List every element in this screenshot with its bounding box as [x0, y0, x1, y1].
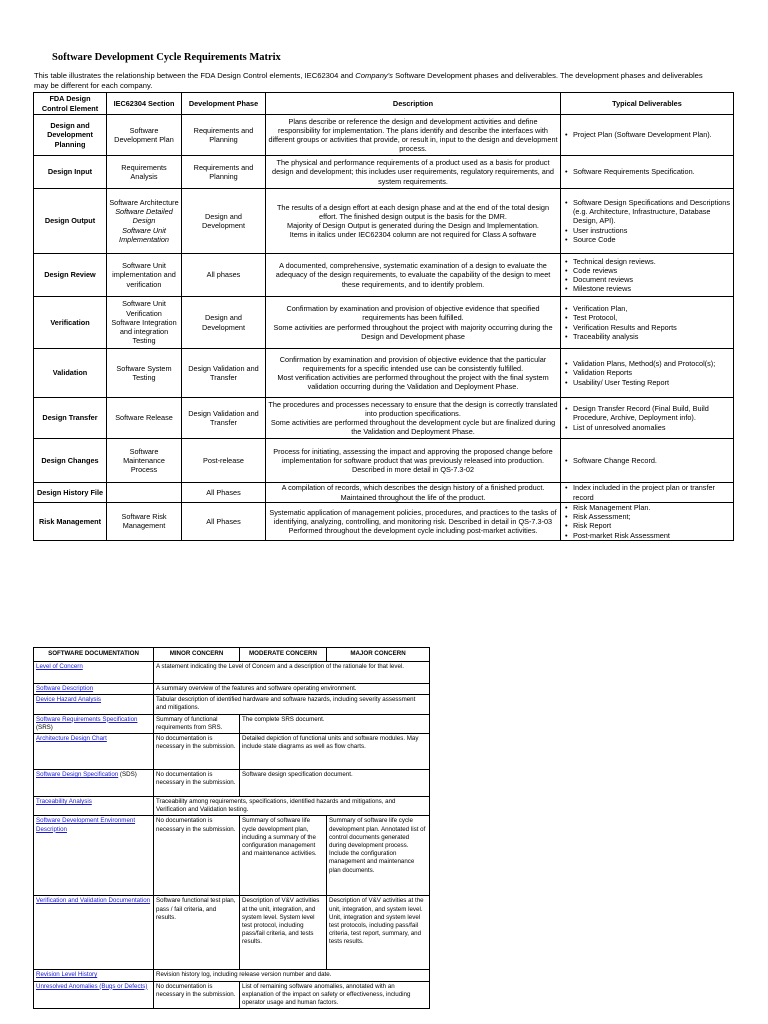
- development-phase-cell: Design and Development: [182, 297, 266, 349]
- doc-name-cell: [34, 816, 154, 896]
- matrix-row: [34, 398, 734, 439]
- deliverables-list: [564, 503, 731, 540]
- matrix-row: [34, 297, 734, 349]
- description-line: Maintained throughout the life of the product.: [340, 492, 486, 502]
- doc-header-major: MAJOR CONCERN: [327, 648, 430, 662]
- doc-all-concern-cell: Traceability among requirements, specifications, identified hazards and mitigations, and Verification and Validation testing.: [154, 797, 430, 816]
- matrix-header-element: FDA Design Control Element: [34, 93, 107, 115]
- iec-section-cell: [107, 398, 182, 439]
- doc-header-minor: MINOR CONCERN: [154, 648, 240, 662]
- doc-row: [34, 970, 430, 981]
- deliverables-cell: [561, 349, 734, 398]
- doc-row: [34, 816, 430, 896]
- deliverables-list: [564, 304, 731, 341]
- fda-element-cell: Design Input: [34, 156, 107, 189]
- development-phase-cell: Post-release: [182, 439, 266, 483]
- description-line: Some activities are performed throughout the development cycle but are finalized during the Validation and Deployment Phase.: [270, 418, 556, 437]
- fda-element-cell: Design Transfer: [34, 398, 107, 439]
- iec-section-cell: [107, 115, 182, 156]
- iec-section-line: Software Unit implementation and verification: [112, 261, 176, 289]
- iec-section-cell: [107, 503, 182, 541]
- development-phase-cell: Requirements and Planning: [182, 115, 266, 156]
- matrix-row: [34, 254, 734, 297]
- deliverable-item: • Verification Plan,: [573, 304, 731, 313]
- development-phase-cell: Design Validation and Transfer: [182, 349, 266, 398]
- matrix-row: [34, 115, 734, 156]
- intro-text-a: This table illustrates the relationship between the FDA Design Control elements, IEC62304 and: [34, 71, 356, 80]
- deliverables-list: [564, 198, 731, 244]
- description-line: The results of a design effort at each design phase and at the end of the total design effort. The finished design output is the basis for the DMR.: [276, 202, 550, 221]
- doc-name-link[interactable]: Revision Level History: [36, 971, 98, 979]
- doc-concern-cell: Summary of software life cycle development plan, including a summary of the configuration management and maintenance activities.: [240, 816, 327, 896]
- deliverable-item: • Risk Management Plan.: [573, 503, 731, 512]
- deliverable-item: • Traceability analysis: [573, 332, 731, 341]
- doc-row: [34, 896, 430, 970]
- doc-concern-cell: Software functional test plan, pass / fail criteria, and results.: [154, 896, 240, 970]
- development-phase-cell: Design and Development: [182, 189, 266, 254]
- doc-all-concern-cell: A statement indicating the Level of Concern and a description of the rationale for that level.: [154, 662, 430, 684]
- doc-name-cell: [34, 684, 154, 695]
- development-phase-cell: Design Validation and Transfer: [182, 398, 266, 439]
- deliverable-item: • Post-market Risk Assessment: [573, 531, 731, 540]
- description-cell: [266, 156, 561, 189]
- doc-row: [34, 797, 430, 816]
- description-cell: [266, 483, 561, 503]
- iec-section-line: Software System Testing: [116, 363, 172, 382]
- fda-element-cell: Validation: [34, 349, 107, 398]
- deliverable-item: • Validation Plans, Method(s) and Protocol(s);: [573, 359, 731, 368]
- matrix-row: [34, 156, 734, 189]
- matrix-row: [34, 503, 734, 541]
- fda-element-cell: Design and Development Planning: [34, 115, 107, 156]
- deliverable-item: • User instructions: [573, 226, 731, 235]
- matrix-row: [34, 483, 734, 503]
- doc-name-link[interactable]: Software Development Environment Description: [36, 817, 136, 833]
- intro-company: Company's: [355, 71, 393, 80]
- deliverable-item: • Verification Results and Reports: [573, 323, 731, 332]
- description-line: Plans describe or reference the design and development activities and define responsibility for implementation. The plans identify and describe the interfaces with different groups or activities that provide, or result in, input to the design and development process.: [268, 116, 558, 154]
- doc-name-link[interactable]: Traceability Analysis: [36, 798, 92, 806]
- description-line: A compilation of records, which describes the design history of a finished product.: [281, 483, 545, 493]
- doc-name-cell: [34, 970, 154, 981]
- description-line: Process for initiating, assessing the impact and approving the proposed change before implementation for software product that was previously released into production.: [273, 446, 553, 465]
- description-cell: [266, 115, 561, 156]
- doc-row: [34, 734, 430, 770]
- deliverable-item: • Milestone reviews: [573, 284, 731, 293]
- description-line: Items in italics under IEC62304 column are not required for Class A software: [289, 230, 537, 240]
- matrix-row: [34, 349, 734, 398]
- description-line: A documented, comprehensive, systematic examination of a design to evaluate the adequacy of the design requirements, to evaluate the capability of the design to meet these requirements, and to identify problem.: [275, 261, 551, 289]
- development-phase-cell: All Phases: [182, 483, 266, 503]
- deliverable-item: • Validation Reports: [573, 368, 731, 377]
- doc-row: [34, 981, 430, 1009]
- deliverables-cell: [561, 115, 734, 156]
- deliverables-list: [564, 257, 731, 294]
- deliverables-cell: [561, 156, 734, 189]
- doc-name-link[interactable]: Device Hazard Analysis: [36, 696, 101, 704]
- deliverables-cell: [561, 439, 734, 483]
- doc-header-row: [34, 648, 430, 662]
- deliverable-item: • Project Plan (Software Development Plan).: [573, 130, 731, 139]
- iec-section-line: Software Integration and integration Testing: [111, 317, 177, 346]
- doc-name-cell: [34, 797, 154, 816]
- description-cell: [266, 254, 561, 297]
- doc-name-link[interactable]: Software Description: [36, 685, 94, 692]
- doc-concern-cell: No documentation is necessary in the submission.: [154, 770, 240, 797]
- doc-all-concern-cell: Revision history log, including release version number and date.: [154, 970, 430, 981]
- deliverable-item: • Source Code: [573, 235, 731, 244]
- iec-section-line: Software Maintenance Process: [123, 446, 165, 475]
- doc-row: [34, 714, 430, 733]
- deliverable-item: • Software Requirements Specification.: [573, 167, 731, 176]
- deliverable-item: • Technical design reviews.: [573, 257, 731, 266]
- deliverable-item: • Usability/ User Testing Report: [573, 378, 731, 387]
- intro-paragraph: [34, 71, 714, 92]
- matrix-header-description: Description: [266, 93, 561, 115]
- doc-name-suffix: (SRS): [36, 723, 53, 731]
- doc-concern-cell: No documentation is necessary in the submission.: [154, 981, 240, 1009]
- matrix-row: [34, 439, 734, 483]
- doc-all-concern-cell: Tabular description of identified hardware and software hazards, including severity assessment and mitigations.: [154, 695, 430, 714]
- fda-element-cell: Verification: [34, 297, 107, 349]
- matrix-row: [34, 189, 734, 254]
- deliverables-cell: [561, 254, 734, 297]
- doc-row: [34, 684, 430, 695]
- fda-element-cell: Risk Management: [34, 503, 107, 541]
- doc-name-cell: [34, 896, 154, 970]
- doc-name-link[interactable]: Architecture Design Chart: [36, 735, 107, 743]
- deliverables-list: [564, 456, 731, 465]
- description-cell: [266, 189, 561, 254]
- deliverables-cell: [561, 483, 734, 503]
- deliverables-list: [564, 359, 731, 387]
- deliverables-list: [564, 483, 731, 501]
- development-phase-cell: All Phases: [182, 503, 266, 541]
- doc-row: [34, 770, 430, 797]
- iec-section-italic-line: Software Detailed Design: [115, 207, 173, 226]
- doc-name-cell: [34, 662, 154, 684]
- doc-header-moderate: MODERATE CONCERN: [240, 648, 327, 662]
- deliverables-list: [564, 130, 731, 139]
- doc-name-link[interactable]: Software Requirements Specification: [36, 715, 138, 723]
- doc-row: [34, 662, 430, 684]
- fda-element-cell: Design Output: [34, 189, 107, 254]
- description-cell: [266, 297, 561, 349]
- software-documentation-table: [33, 647, 430, 1009]
- iec-section-cell: [107, 349, 182, 398]
- doc-name-link[interactable]: Software Design Specification: [36, 771, 119, 779]
- description-cell: [266, 398, 561, 439]
- deliverable-item: • Risk Assessment;: [573, 512, 731, 521]
- deliverable-item: • Document reviews: [573, 275, 731, 284]
- iec-section-line: Software Architecture: [109, 197, 179, 207]
- deliverables-list: [564, 404, 731, 432]
- fda-element-cell: Design Changes: [34, 439, 107, 483]
- doc-name-cell: [34, 714, 154, 733]
- doc-concern-cell: Detailed depiction of functional units and software modules. May include state diagrams as well as flow charts.: [240, 734, 430, 770]
- deliverables-cell: [561, 189, 734, 254]
- doc-concern-cell: Summary of functional requirements from SRS.: [154, 714, 240, 733]
- iec-section-cell: [107, 156, 182, 189]
- doc-concern-cell: Description of V&V activities at the unit, integration, and system level. Unit, integration and system level test protocols, including pass/fail criteria, test report, summary, and tests results.: [327, 896, 430, 970]
- description-cell: [266, 439, 561, 483]
- iec-section-line: Software Development Plan: [114, 125, 174, 144]
- description-line: Confirmation by examination and provision of objective evidence that specified requirements has been fulfilled.: [286, 304, 540, 323]
- deliverable-item: • Test Protocol,: [573, 313, 731, 322]
- iec-section-line: Software Unit Verification: [122, 299, 166, 318]
- deliverable-item: • Design Transfer Record (Final Build, Build Procedure, Archive, Deployment info).: [573, 404, 731, 422]
- document-title: Software Development Cycle Requirements Matrix: [52, 52, 281, 63]
- doc-row: [34, 695, 430, 714]
- intro-text-b: Software Development phases and deliverables. The development phases and deliverables may be different for each company.: [34, 71, 703, 91]
- fda-element-cell: Design Review: [34, 254, 107, 297]
- iec-section-cell: [107, 189, 182, 254]
- doc-header-documentation: SOFTWARE DOCUMENTATION: [34, 648, 154, 662]
- iec-section-line: Requirements Analysis: [121, 162, 167, 181]
- iec-section-cell: [107, 297, 182, 349]
- iec-section-italic-line: Software Unit Implementation: [119, 225, 169, 244]
- doc-name-link[interactable]: Unresolved Anomalies (Bugs or Defects): [36, 982, 148, 990]
- matrix-header-section: IEC62304 Section: [107, 93, 182, 115]
- doc-concern-cell: Summary of software life cycle development plan. Annotated list of control documents generated during development process. Include the configuration management and maintenance plan documents.: [327, 816, 430, 896]
- description-line: The physical and performance requirements of a product used as a basis for product design and development; this includes user requirements, regulatory requirements, and system requirements.: [272, 158, 554, 186]
- doc-name-link[interactable]: Verification and Validation Documentation: [36, 897, 151, 905]
- deliverables-list: [564, 167, 731, 176]
- description-line: Majority of Design Output is generated during the Design and Implementation.: [287, 221, 539, 230]
- fda-element-cell: Design History File: [34, 483, 107, 503]
- deliverable-item: • List of unresolved anomalies: [573, 423, 731, 432]
- iec-section-cell: [107, 439, 182, 483]
- doc-concern-cell: No documentation is necessary in the submission.: [154, 734, 240, 770]
- description-line: The procedures and processes necessary to ensure that the design is correctly translated into production specifications.: [268, 399, 558, 418]
- doc-concern-cell: Software design specification document.: [240, 770, 430, 797]
- matrix-header-phase: Development Phase: [182, 93, 266, 115]
- deliverables-cell: [561, 398, 734, 439]
- deliverable-item: • Code reviews: [573, 266, 731, 275]
- requirements-matrix-table: [33, 92, 734, 541]
- deliverable-item: • Index included in the project plan or transfer record: [573, 483, 731, 501]
- deliverable-item: • Software Change Record.: [573, 456, 731, 465]
- iec-section-line: Software Release: [115, 413, 173, 423]
- description-line: Systematic application of management policies, procedures, and practices to the tasks of identifying, analyzing, controlling, and monitoring risk. Described in detail in QS-7.3-03: [269, 507, 557, 526]
- doc-concern-cell: List of remaining software anomalies, annotated with an explanation of the impact on safety or effectiveness, including operator usage and human factors.: [240, 981, 430, 1009]
- doc-name-cell: [34, 981, 154, 1009]
- matrix-header-row: [34, 93, 734, 115]
- description-line: Most verification activities are performed throughout the project with the final system validation occurring during the Validation and Deployment Phase.: [277, 373, 549, 392]
- iec-section-line: Software Risk Management: [121, 512, 167, 531]
- iec-section-cell: [107, 254, 182, 297]
- doc-name-link[interactable]: Level of Concern: [36, 663, 83, 670]
- doc-name-cell: [34, 734, 154, 770]
- doc-concern-cell: No documentation is necessary in the submission.: [154, 816, 240, 896]
- doc-concern-cell: The complete SRS document.: [240, 714, 430, 733]
- doc-name-cell: [34, 695, 154, 714]
- description-cell: [266, 503, 561, 541]
- description-cell: [266, 349, 561, 398]
- deliverables-cell: [561, 297, 734, 349]
- iec-section-cell: [107, 483, 182, 503]
- description-line: Performed throughout the development cycle including post-market activities.: [288, 526, 538, 535]
- matrix-header-deliverables: Typical Deliverables: [561, 93, 734, 115]
- description-line: Confirmation by examination and provision of objective evidence that the particular requirements for a specific intended use can be consistently fulfilled.: [279, 354, 547, 373]
- development-phase-cell: Requirements and Planning: [182, 156, 266, 189]
- deliverable-item: • Software Design Specifications and Descriptions (e.g. Architecture, Infrastructure, Database Design, API).: [573, 198, 731, 226]
- description-line: Described in more detail in QS-7.3-02: [351, 465, 475, 475]
- deliverable-item: • Risk Report: [573, 521, 731, 530]
- doc-name-cell: [34, 770, 154, 797]
- deliverables-cell: [561, 503, 734, 541]
- description-line: Some activities are performed throughout the project with majority occurring during the Design and Development phase: [273, 322, 553, 341]
- doc-name-suffix: (SDS): [118, 771, 137, 779]
- doc-all-concern-cell: A summary overview of the features and software operating environment.: [154, 684, 430, 695]
- development-phase-cell: All phases: [182, 254, 266, 297]
- doc-concern-cell: Description of V&V activities at the unit, integration, and system level. System level test protocol, including pass/fail criteria, and tests results.: [240, 896, 327, 970]
